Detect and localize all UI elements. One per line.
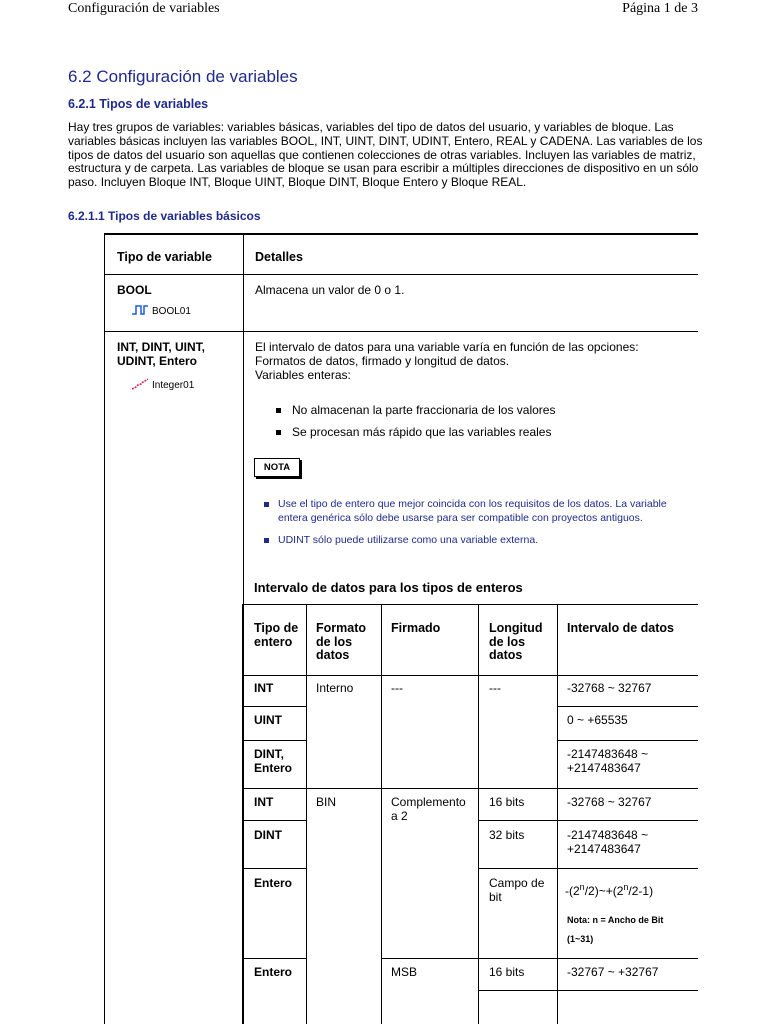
- int-table-header: Firmado: [391, 621, 441, 635]
- bitfield-range-note: Nota: n = Ancho de Bit (1~31): [567, 915, 664, 944]
- list-item: Use el tipo de entero que mejor coincida con los requisitos de los datos. La variable entera genérica sólo debe usarse para ser compatible con proyectos antiguos.: [262, 497, 692, 525]
- col-header-details: Detalles: [255, 250, 303, 264]
- table-cell: ---: [489, 681, 501, 695]
- bool-icon-label: BOOL01: [152, 306, 191, 317]
- nota-badge: NOTA: [254, 458, 300, 477]
- integer-var-icon: [132, 378, 148, 393]
- bitfield-range-formula: $-(2^n/2)\sim+(2^n/2-1)$: [565, 882, 654, 898]
- int-detail: El intervalo de datos para una variable varía en función de las opciones: Formatos de datos, firmado y longitud de datos.: [255, 340, 639, 368]
- int-table-header: Tipo de entero: [254, 621, 299, 649]
- table-cell: Entero: [254, 876, 293, 890]
- bool-var-icon: [132, 305, 148, 318]
- int-table-header: Intervalo de datos: [567, 621, 674, 635]
- range-table-title: Intervalo de datos para los tipos de enteros: [254, 580, 523, 595]
- bool-detail: Almacena un valor de 0 o 1.: [255, 283, 405, 297]
- table-cell: ---: [391, 681, 403, 695]
- int-table-header: Formato de los datos: [316, 621, 366, 662]
- table-cell: -2147483648 ~ +2147483647: [567, 747, 649, 775]
- var-type-bool: BOOL: [117, 283, 152, 297]
- subsection-title: 6.2.1 Tipos de variables: [68, 97, 209, 111]
- table-cell: -32768 ~ 32767: [567, 681, 652, 695]
- list-item: UDINT sólo puede utilizarse como una variable externa.: [262, 533, 692, 547]
- header-row-rule: [104, 274, 698, 275]
- table-cell: -2147483648 ~ +2147483647: [567, 828, 649, 856]
- table-cell: 16 bits: [489, 795, 525, 809]
- table-cell: DINT, Entero: [254, 747, 293, 775]
- table-top-rule: [104, 233, 698, 235]
- running-header: [0, 0, 768, 22]
- page-number: Página 1 de 3: [622, 1, 698, 16]
- subsubsection-title: 6.2.1.1 Tipos de variables básicos: [68, 209, 261, 223]
- table-cell: DINT: [254, 828, 282, 842]
- table-cell: 32 bits: [489, 828, 525, 842]
- table-cell: Complemento a 2: [391, 795, 466, 823]
- int-bullet-list: [276, 403, 555, 439]
- table-cell: UINT: [254, 713, 282, 727]
- section-title: 6.2 Configuración de variables: [68, 67, 298, 86]
- table-cell: -32767 ~ +32767: [567, 965, 659, 979]
- table-cell: 16 bits: [489, 965, 525, 979]
- header-title: Configuración de variables: [68, 1, 220, 16]
- nota-list: [262, 497, 692, 547]
- list-item: Se procesan más rápido que las variables reales: [276, 425, 555, 439]
- table-cell: INT: [254, 681, 274, 695]
- var-type-int: INT, DINT, UINT, UDINT, Entero: [117, 340, 206, 368]
- table-cell: -32768 ~ 32767: [567, 795, 652, 809]
- int-detail-2: Variables enteras:: [255, 368, 351, 382]
- table-cell: Interno: [316, 681, 354, 695]
- col-header-type: Tipo de variable: [117, 250, 212, 264]
- row-divider: [104, 331, 698, 332]
- integer-icon-label: Integer01: [152, 380, 195, 391]
- table-cell: MSB: [391, 965, 418, 979]
- table-cell: Campo de bit: [489, 876, 545, 904]
- table-left-border: [104, 235, 105, 1024]
- table-cell: Entero: [254, 965, 293, 979]
- table-cell: INT: [254, 795, 274, 809]
- int-table-header: Longitud de los datos: [489, 621, 543, 662]
- table-col-divider: [243, 235, 244, 1024]
- table-cell: 0 ~ +65535: [567, 713, 628, 727]
- intro-paragraph: Hay tres grupos de variables: variables básicas, variables del tipo de datos del usuario, y variables de bloque. Las variables básicas incluyen las variables BOOL, INT, UINT, DINT, UDINT, Entero, REAL y CADENA. Las variables de los tipos de datos del usuario son aquellas que contienen colecciones de otras variables. Incluyen las variables de matriz, estructura y de carpeta. Las variables de bloque se usan para escribir a múltiples direcciones de dispositivo en un sólo paso. Incluyen Bloque INT, Bloque UINT, Bloque DINT, Bloque Entero y Bloque REAL.: [68, 120, 703, 190]
- list-item: No almacenan la parte fraccionaria de los valores: [276, 403, 555, 417]
- table-cell: BIN: [316, 795, 337, 809]
